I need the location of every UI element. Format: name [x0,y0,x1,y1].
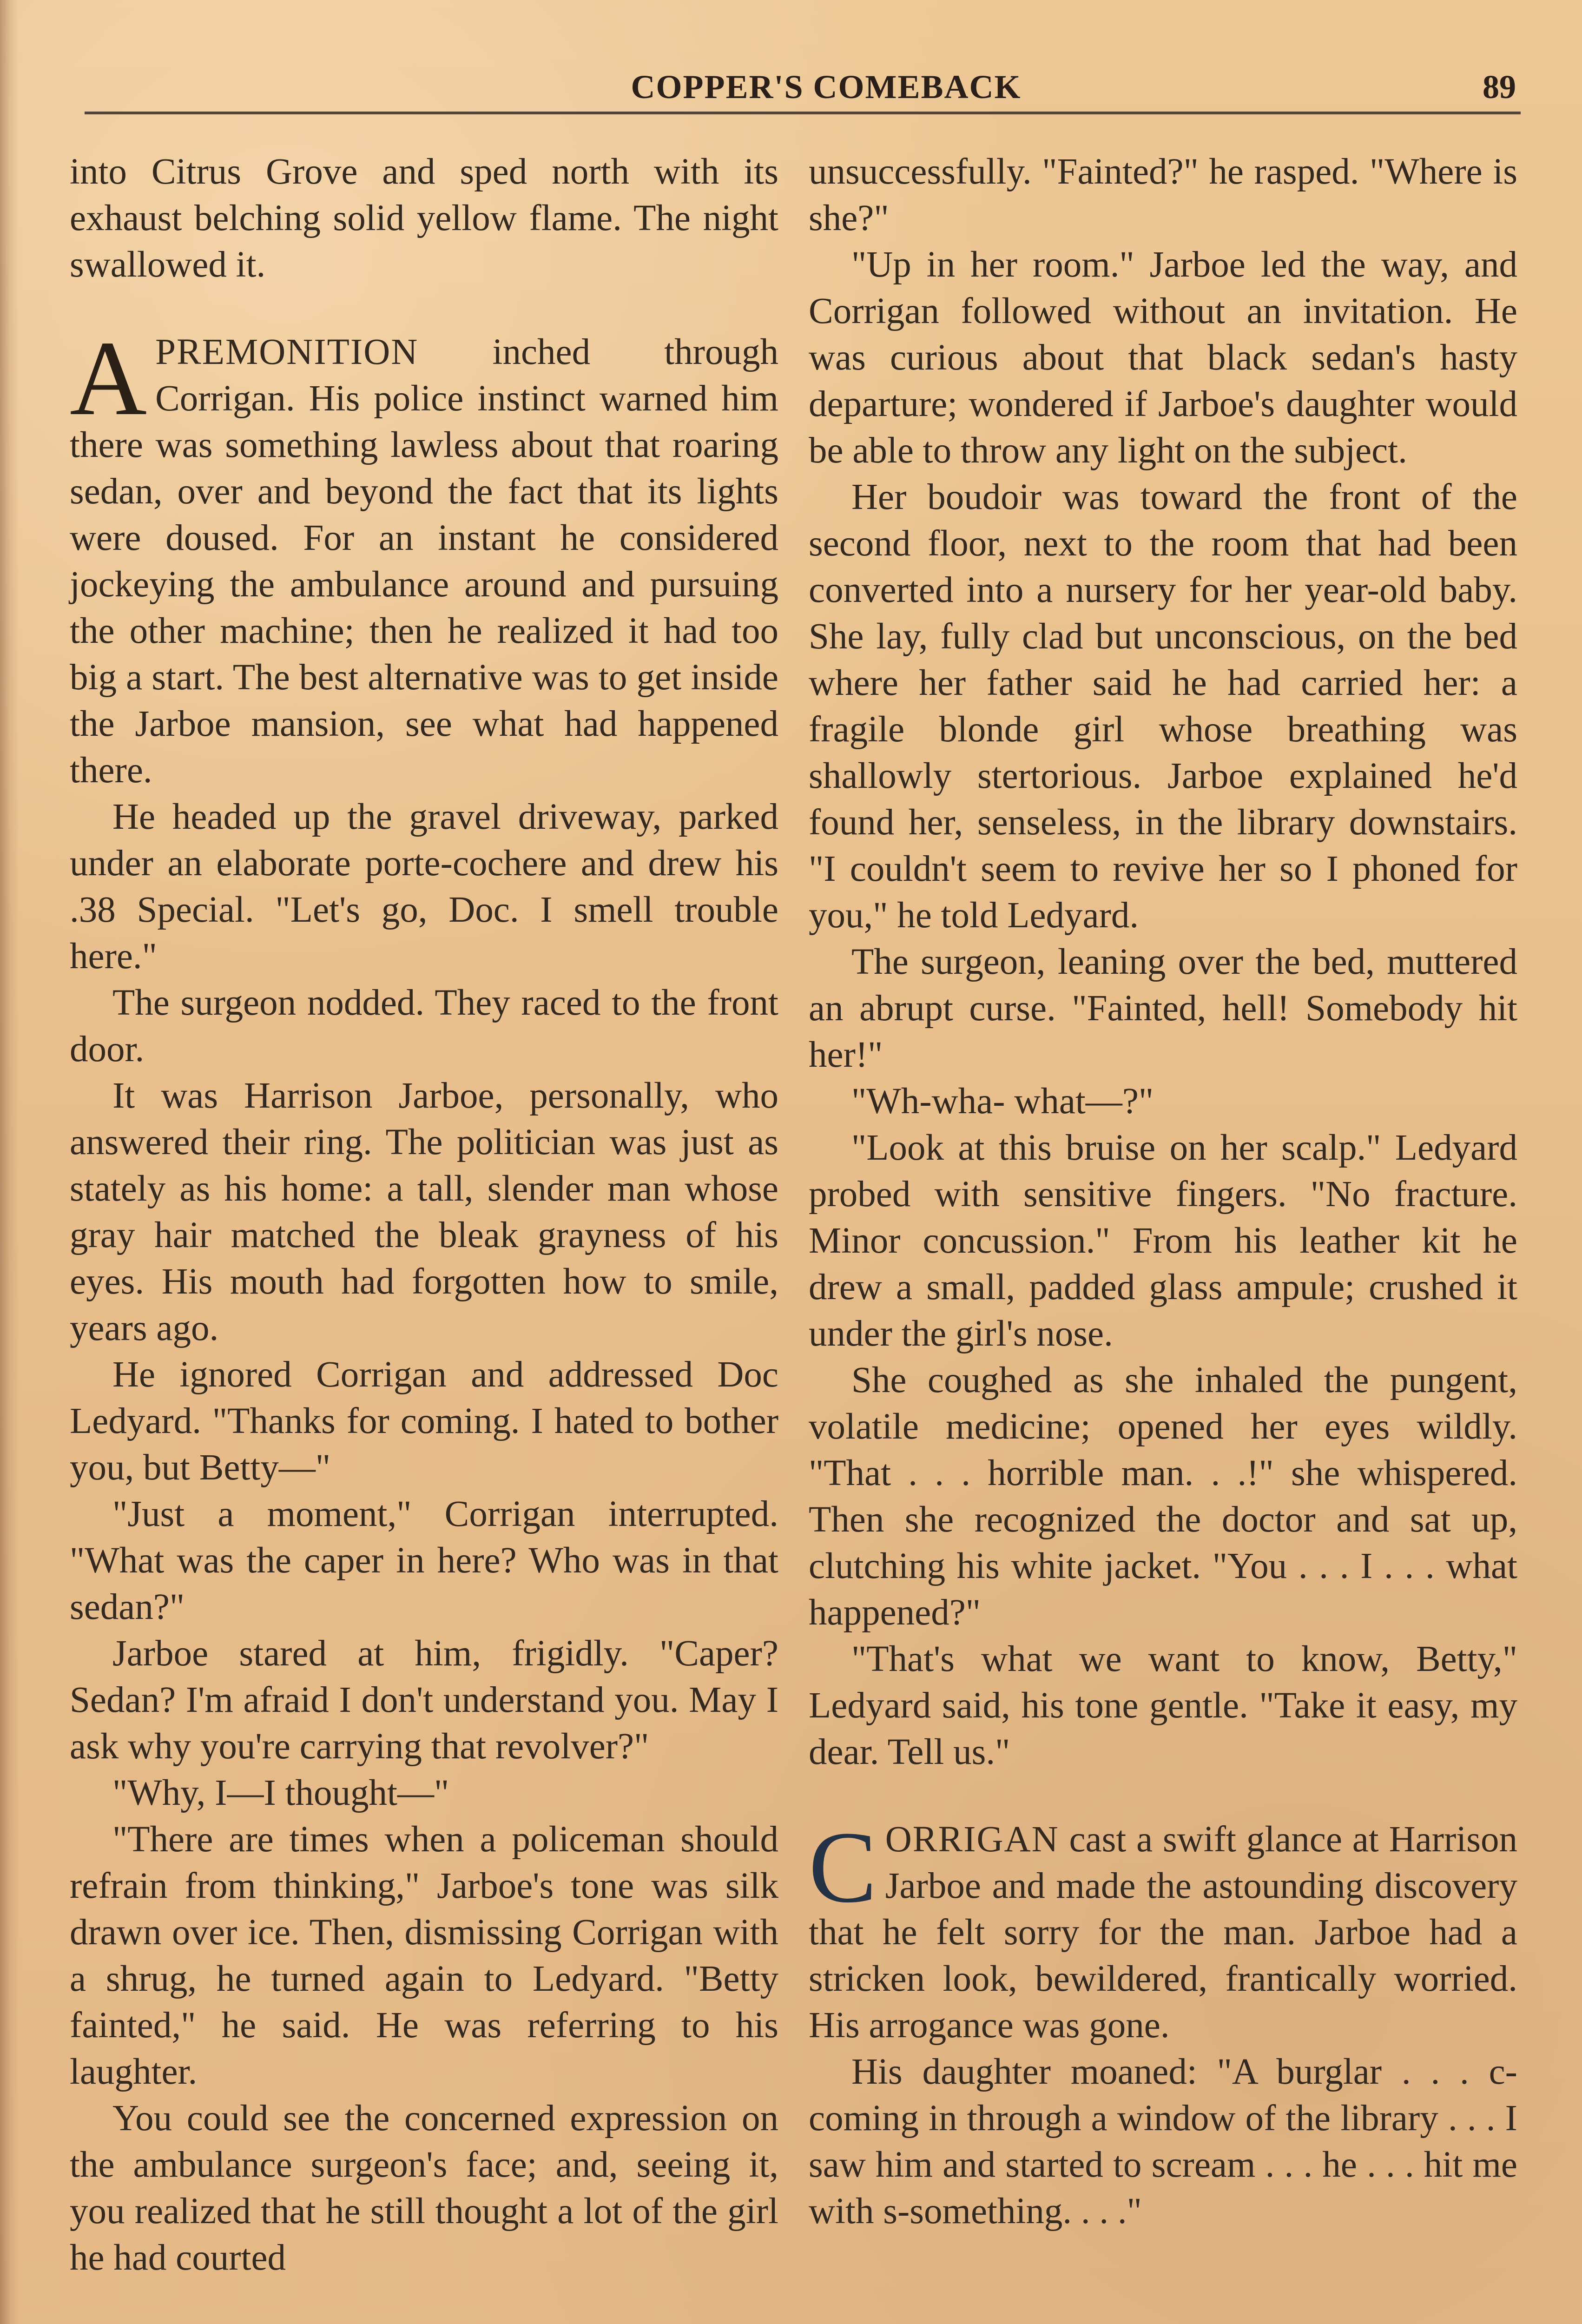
right-paragraph-2: "Up in her room." Jarboe led the way, and Corrigan followed without an invitation. He was curious about that black sedan's hasty departure; wondered if Jarboe's daughter would be able to throw any light on the subject. [809,244,1517,471]
page-number: 89 [1483,68,1516,106]
right-paragraph-3: Her boudoir was toward the front of the second floor, next to the room that had been converted into a nursery for her year-old baby. She lay, fully clad but unconscious, on the bed where her father said he had carried her: a fragile blonde girl whose breathing was shallowly stertorious. Jarboe explained he'd found her, senseless, in the library downstairs. "I couldn't seem to revive her so I phoned for you," he told Ledyard. [809,477,1517,936]
section-opening-word: PREMONITION [155,332,419,372]
right-paragraph-7: She coughed as she inhaled the pungent, volatile medicine; opened her eyes wildly. "That . . . horrible man. . .!" she whispered. Then she recognized the doctor and sat up, clutching his white jacket. "You . . . I . . . what happened?" [809,1360,1517,1633]
running-head-title: COPPER'S COMEBACK [631,68,1022,106]
header-rule [85,112,1521,114]
left-paragraph-2-rest: inched through Corrigan. His police instinct warned him there was something lawless about that roaring sedan, over and beyond the fact that its lights were doused. For an instant he considered jockeying the ambulance around and pursuing the other machine; then he realized it had too big a start. The best alternative was to get inside the Jarboe mansion, see what had happened there. [70,332,778,791]
right-paragraph-10: His daughter moaned: "A burglar . . . c-coming in through a window of the library . . . I saw him and started to scream . . . he . . . hit me with s-something. . . ." [809,2052,1517,2232]
left-section-break [70,288,778,329]
right-paragraph-4: The surgeon, leaning over the bed, muttered an abrupt curse. "Fainted, hell! Somebody hit her!" [809,942,1517,1075]
right-column [809,149,1517,2235]
left-paragraph-10: "There are times when a policeman should refrain from thinking," Jarboe's tone was silk drawn over ice. Then, dismissing Corrigan with a shrug, he turned again to Ledyard. "Betty fainted," he said. He was referring to his laughter. [70,1819,778,2092]
section-opening-word: ORRIGAN [885,1819,1059,1860]
page-edge-shadow [0,0,20,2324]
left-paragraph-7: "Just a moment," Corrigan interrupted. "What was the caper in here? Who was in that sedan?" [70,1494,778,1627]
right-paragraph-5: "Wh-wha- what—?" [851,1081,1154,1122]
left-paragraph-2 [70,319,778,794]
right-paragraph-9-rest: cast a swift glance at Harrison Jarboe and made the astounding discovery that he felt sorry for the man. Jarboe had a stricken look, bewildered, frantically worried. His arrogance was gone. [809,1819,1517,2046]
left-column [70,149,778,2281]
left-paragraph-11: You could see the concerned expression on the ambulance surgeon's face; and, seeing it, you realized that he still thought a lot of the girl he had courted [70,2098,778,2278]
left-paragraph-5: It was Harrison Jarboe, personally, who answered their ring. The politician was just as stately as his home: a tall, slender man whose gray hair matched the bleak grayness of his eyes. His mouth had forgotten how to smile, years ago. [70,1076,778,1348]
left-paragraph-9: "Why, I—I thought—" [112,1773,449,1813]
left-paragraph-4: The surgeon nodded. They raced to the front door. [70,983,778,1070]
right-paragraph-8: "That's what we want to know, Betty," Ledyard said, his tone gentle. "Take it easy, my dear. Tell us." [809,1639,1517,1772]
page-header [85,63,1521,119]
left-paragraph-6: He ignored Corrigan and addressed Doc Ledyard. "Thanks for coming. I hated to bother you, but Betty—" [70,1354,778,1488]
right-paragraph-1: unsuccessfully. "Fainted?" he rasped. "Where is she?" [809,152,1517,238]
right-section-break [809,1776,1517,1816]
left-paragraph-3: He headed up the gravel driveway, parked under an elaborate porte-cochere and drew his .38 Special. "Let's go, Doc. I smell trouble here." [70,797,778,977]
left-paragraph-1: into Citrus Grove and sped north with its exhaust belching solid yellow flame. The night swallowed it. [70,152,778,285]
drop-cap-a: A [70,319,147,437]
right-paragraph-6: "Look at this bruise on her scalp." Ledyard probed with sensitive fingers. "No fracture. Minor concussion." From his leather kit he drew a small, padded glass ampule; crushed it under the girl's nose. [809,1128,1517,1354]
drop-cap-c: C [809,1810,877,1924]
left-paragraph-8: Jarboe stared at him, frigidly. "Caper? Sedan? I'm afraid I don't understand you. May I ask why you're carrying that revolver?" [70,1633,778,1767]
right-paragraph-9 [809,1810,1517,2049]
